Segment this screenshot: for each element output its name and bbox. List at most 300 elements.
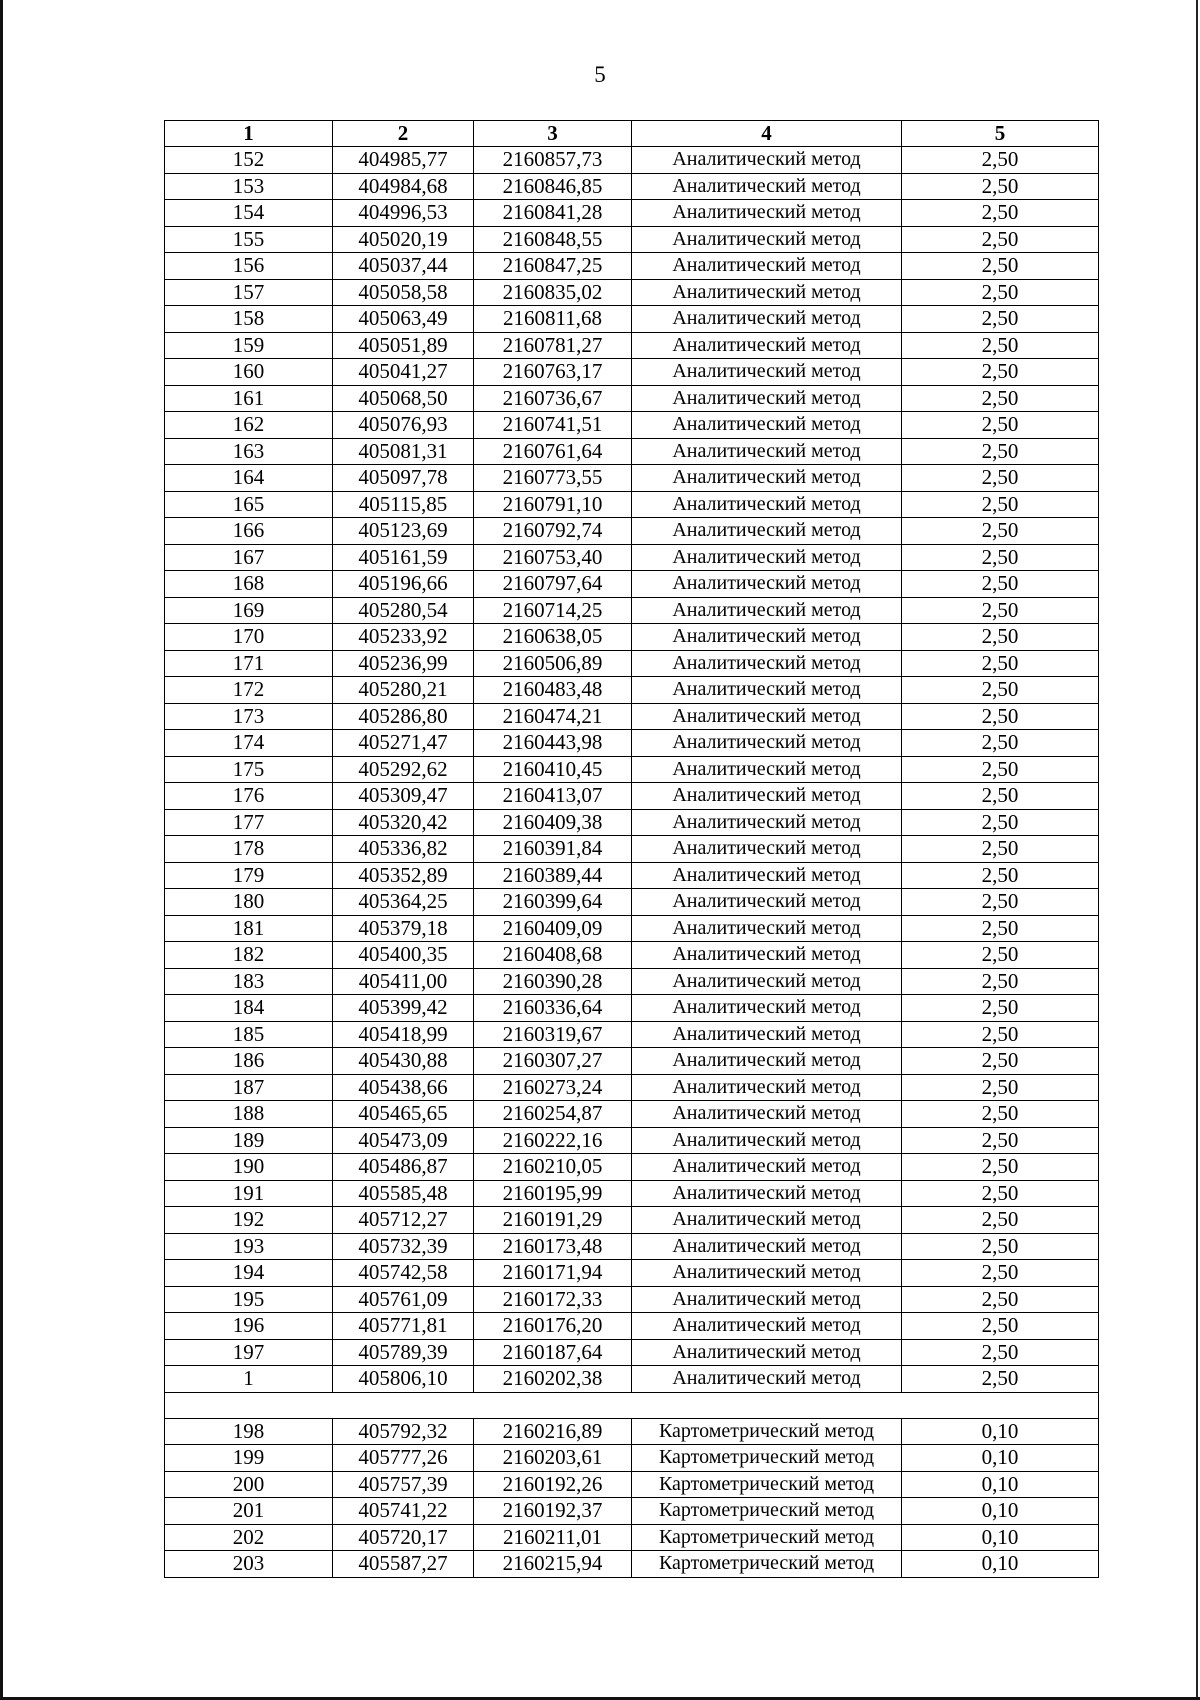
y-coordinate-cell: 2160506,89 bbox=[474, 650, 632, 677]
x-coordinate-cell: 405292,62 bbox=[333, 756, 474, 783]
point-number-cell: 158 bbox=[165, 306, 333, 333]
point-number-cell: 160 bbox=[165, 359, 333, 386]
x-coordinate-cell: 405058,58 bbox=[333, 279, 474, 306]
table-header bbox=[165, 121, 1099, 147]
method-cell: Картометрический метод bbox=[632, 1445, 902, 1472]
method-cell: Аналитический метод bbox=[632, 597, 902, 624]
y-coordinate-cell: 2160791,10 bbox=[474, 491, 632, 518]
accuracy-cell: 2,50 bbox=[902, 677, 1099, 704]
point-number-cell: 182 bbox=[165, 942, 333, 969]
x-coordinate-cell: 404984,68 bbox=[333, 173, 474, 200]
method-cell: Аналитический метод bbox=[632, 491, 902, 518]
point-number-cell: 186 bbox=[165, 1048, 333, 1075]
method-cell: Аналитический метод bbox=[632, 438, 902, 465]
x-coordinate-cell: 405486,87 bbox=[333, 1154, 474, 1181]
table-row bbox=[165, 1260, 1099, 1287]
table-row bbox=[165, 1524, 1099, 1551]
x-coordinate-cell: 405280,54 bbox=[333, 597, 474, 624]
x-coordinate-cell: 405336,82 bbox=[333, 836, 474, 863]
accuracy-cell: 2,50 bbox=[902, 1127, 1099, 1154]
x-coordinate-cell: 405771,81 bbox=[333, 1313, 474, 1340]
table-row bbox=[165, 1074, 1099, 1101]
table-row bbox=[165, 1286, 1099, 1313]
point-number-cell: 170 bbox=[165, 624, 333, 651]
accuracy-cell: 2,50 bbox=[902, 862, 1099, 889]
x-coordinate-cell: 405020,19 bbox=[333, 226, 474, 253]
table-row bbox=[165, 862, 1099, 889]
table-row bbox=[165, 253, 1099, 280]
y-coordinate-cell: 2160171,94 bbox=[474, 1260, 632, 1287]
y-coordinate-cell: 2160172,33 bbox=[474, 1286, 632, 1313]
point-number-cell: 185 bbox=[165, 1021, 333, 1048]
accuracy-cell: 2,50 bbox=[902, 200, 1099, 227]
y-coordinate-cell: 2160474,21 bbox=[474, 703, 632, 730]
table-row bbox=[165, 677, 1099, 704]
x-coordinate-cell: 405280,21 bbox=[333, 677, 474, 704]
y-coordinate-cell: 2160203,61 bbox=[474, 1445, 632, 1472]
accuracy-cell: 2,50 bbox=[902, 1021, 1099, 1048]
table-row bbox=[165, 1048, 1099, 1075]
accuracy-cell: 2,50 bbox=[902, 1101, 1099, 1128]
table-row bbox=[165, 571, 1099, 598]
y-coordinate-cell: 2160781,27 bbox=[474, 332, 632, 359]
y-coordinate-cell: 2160409,09 bbox=[474, 915, 632, 942]
table-row bbox=[165, 147, 1099, 174]
y-coordinate-cell: 2160307,27 bbox=[474, 1048, 632, 1075]
point-number-cell: 183 bbox=[165, 968, 333, 995]
point-number-cell: 161 bbox=[165, 385, 333, 412]
point-number-cell: 201 bbox=[165, 1498, 333, 1525]
table-row bbox=[165, 1313, 1099, 1340]
method-cell: Аналитический метод bbox=[632, 1313, 902, 1340]
y-coordinate-cell: 2160413,07 bbox=[474, 783, 632, 810]
y-coordinate-cell: 2160736,67 bbox=[474, 385, 632, 412]
table-row bbox=[165, 995, 1099, 1022]
y-coordinate-cell: 2160714,25 bbox=[474, 597, 632, 624]
x-coordinate-cell: 405076,93 bbox=[333, 412, 474, 439]
y-coordinate-cell: 2160792,74 bbox=[474, 518, 632, 545]
table-row bbox=[165, 1471, 1099, 1498]
accuracy-cell: 2,50 bbox=[902, 412, 1099, 439]
y-coordinate-cell: 2160187,64 bbox=[474, 1339, 632, 1366]
method-cell: Аналитический метод bbox=[632, 147, 902, 174]
method-cell: Аналитический метод bbox=[632, 1180, 902, 1207]
y-coordinate-cell: 2160319,67 bbox=[474, 1021, 632, 1048]
accuracy-cell: 2,50 bbox=[902, 1180, 1099, 1207]
method-cell: Аналитический метод bbox=[632, 1101, 902, 1128]
x-coordinate-cell: 405309,47 bbox=[333, 783, 474, 810]
point-number-cell: 159 bbox=[165, 332, 333, 359]
table-row bbox=[165, 942, 1099, 969]
method-cell: Аналитический метод bbox=[632, 783, 902, 810]
x-coordinate-cell: 405161,59 bbox=[333, 544, 474, 571]
accuracy-cell: 2,50 bbox=[902, 385, 1099, 412]
table-body bbox=[165, 147, 1099, 1578]
table-row bbox=[165, 968, 1099, 995]
method-cell: Аналитический метод bbox=[632, 253, 902, 280]
x-coordinate-cell: 405115,85 bbox=[333, 491, 474, 518]
method-cell: Аналитический метод bbox=[632, 862, 902, 889]
accuracy-cell: 2,50 bbox=[902, 544, 1099, 571]
x-coordinate-cell: 405233,92 bbox=[333, 624, 474, 651]
y-coordinate-cell: 2160753,40 bbox=[474, 544, 632, 571]
method-cell: Аналитический метод bbox=[632, 1048, 902, 1075]
point-number-cell: 154 bbox=[165, 200, 333, 227]
accuracy-cell: 0,10 bbox=[902, 1445, 1099, 1472]
header-cell-1: 1 bbox=[165, 121, 333, 147]
x-coordinate-cell: 405236,99 bbox=[333, 650, 474, 677]
y-coordinate-cell: 2160399,64 bbox=[474, 889, 632, 916]
x-coordinate-cell: 405473,09 bbox=[333, 1127, 474, 1154]
y-coordinate-cell: 2160797,64 bbox=[474, 571, 632, 598]
y-coordinate-cell: 2160391,84 bbox=[474, 836, 632, 863]
method-cell: Аналитический метод bbox=[632, 571, 902, 598]
x-coordinate-cell: 405063,49 bbox=[333, 306, 474, 333]
table-row bbox=[165, 915, 1099, 942]
point-number-cell: 169 bbox=[165, 597, 333, 624]
accuracy-cell: 2,50 bbox=[902, 1233, 1099, 1260]
y-coordinate-cell: 2160409,38 bbox=[474, 809, 632, 836]
method-cell: Аналитический метод bbox=[632, 1154, 902, 1181]
accuracy-cell: 2,50 bbox=[902, 1154, 1099, 1181]
method-cell: Аналитический метод bbox=[632, 1074, 902, 1101]
point-number-cell: 180 bbox=[165, 889, 333, 916]
method-cell: Аналитический метод bbox=[632, 1233, 902, 1260]
method-cell: Аналитический метод bbox=[632, 1207, 902, 1234]
accuracy-cell: 2,50 bbox=[902, 968, 1099, 995]
y-coordinate-cell: 2160811,68 bbox=[474, 306, 632, 333]
y-coordinate-cell: 2160773,55 bbox=[474, 465, 632, 492]
table-row bbox=[165, 1445, 1099, 1472]
y-coordinate-cell: 2160211,01 bbox=[474, 1524, 632, 1551]
method-cell: Аналитический метод bbox=[632, 1286, 902, 1313]
table-row bbox=[165, 650, 1099, 677]
table-row bbox=[165, 518, 1099, 545]
accuracy-cell: 2,50 bbox=[902, 438, 1099, 465]
table-row bbox=[165, 809, 1099, 836]
y-coordinate-cell: 2160202,38 bbox=[474, 1366, 632, 1393]
method-cell: Аналитический метод bbox=[632, 279, 902, 306]
accuracy-cell: 2,50 bbox=[902, 756, 1099, 783]
point-number-cell: 157 bbox=[165, 279, 333, 306]
table-row bbox=[165, 756, 1099, 783]
y-coordinate-cell: 2160408,68 bbox=[474, 942, 632, 969]
accuracy-cell: 2,50 bbox=[902, 650, 1099, 677]
x-coordinate-cell: 405712,27 bbox=[333, 1207, 474, 1234]
method-cell: Аналитический метод bbox=[632, 200, 902, 227]
x-coordinate-cell: 405320,42 bbox=[333, 809, 474, 836]
method-cell: Аналитический метод bbox=[632, 995, 902, 1022]
point-number-cell: 153 bbox=[165, 173, 333, 200]
point-number-cell: 163 bbox=[165, 438, 333, 465]
separator-row bbox=[165, 1392, 1099, 1418]
y-coordinate-cell: 2160763,17 bbox=[474, 359, 632, 386]
y-coordinate-cell: 2160215,94 bbox=[474, 1551, 632, 1578]
method-cell: Аналитический метод bbox=[632, 650, 902, 677]
point-number-cell: 166 bbox=[165, 518, 333, 545]
accuracy-cell: 2,50 bbox=[902, 1048, 1099, 1075]
table-row bbox=[165, 438, 1099, 465]
method-cell: Аналитический метод bbox=[632, 306, 902, 333]
x-coordinate-cell: 405097,78 bbox=[333, 465, 474, 492]
point-number-cell: 184 bbox=[165, 995, 333, 1022]
accuracy-cell: 2,50 bbox=[902, 1286, 1099, 1313]
point-number-cell: 203 bbox=[165, 1551, 333, 1578]
accuracy-cell: 2,50 bbox=[902, 783, 1099, 810]
y-coordinate-cell: 2160857,73 bbox=[474, 147, 632, 174]
x-coordinate-cell: 405789,39 bbox=[333, 1339, 474, 1366]
x-coordinate-cell: 405777,26 bbox=[333, 1445, 474, 1472]
point-number-cell: 197 bbox=[165, 1339, 333, 1366]
point-number-cell: 173 bbox=[165, 703, 333, 730]
header-row bbox=[165, 121, 1099, 147]
header-cell-3: 3 bbox=[474, 121, 632, 147]
y-coordinate-cell: 2160847,25 bbox=[474, 253, 632, 280]
point-number-cell: 181 bbox=[165, 915, 333, 942]
method-cell: Картометрический метод bbox=[632, 1418, 902, 1445]
accuracy-cell: 2,50 bbox=[902, 942, 1099, 969]
y-coordinate-cell: 2160443,98 bbox=[474, 730, 632, 757]
table-row bbox=[165, 783, 1099, 810]
method-cell: Аналитический метод bbox=[632, 332, 902, 359]
y-coordinate-cell: 2160846,85 bbox=[474, 173, 632, 200]
accuracy-cell: 2,50 bbox=[902, 491, 1099, 518]
coordinates-table bbox=[164, 120, 1099, 1578]
accuracy-cell: 2,50 bbox=[902, 597, 1099, 624]
table-row bbox=[165, 1233, 1099, 1260]
table-row bbox=[165, 332, 1099, 359]
point-number-cell: 189 bbox=[165, 1127, 333, 1154]
y-coordinate-cell: 2160210,05 bbox=[474, 1154, 632, 1181]
table-row bbox=[165, 703, 1099, 730]
accuracy-cell: 2,50 bbox=[902, 915, 1099, 942]
point-number-cell: 199 bbox=[165, 1445, 333, 1472]
table-row bbox=[165, 624, 1099, 651]
accuracy-cell: 2,50 bbox=[902, 1260, 1099, 1287]
accuracy-cell: 2,50 bbox=[902, 518, 1099, 545]
table-row bbox=[165, 1551, 1099, 1578]
table-row bbox=[165, 279, 1099, 306]
method-cell: Аналитический метод bbox=[632, 412, 902, 439]
accuracy-cell: 2,50 bbox=[902, 306, 1099, 333]
x-coordinate-cell: 405051,89 bbox=[333, 332, 474, 359]
page-number: 5 bbox=[594, 62, 606, 87]
x-coordinate-cell: 404996,53 bbox=[333, 200, 474, 227]
point-number-cell: 167 bbox=[165, 544, 333, 571]
y-coordinate-cell: 2160173,48 bbox=[474, 1233, 632, 1260]
x-coordinate-cell: 405271,47 bbox=[333, 730, 474, 757]
method-cell: Аналитический метод bbox=[632, 809, 902, 836]
y-coordinate-cell: 2160848,55 bbox=[474, 226, 632, 253]
table-row bbox=[165, 836, 1099, 863]
method-cell: Аналитический метод bbox=[632, 385, 902, 412]
method-cell: Аналитический метод bbox=[632, 942, 902, 969]
method-cell: Картометрический метод bbox=[632, 1471, 902, 1498]
table-row bbox=[165, 1154, 1099, 1181]
point-number-cell: 196 bbox=[165, 1313, 333, 1340]
y-coordinate-cell: 2160841,28 bbox=[474, 200, 632, 227]
accuracy-cell: 0,10 bbox=[902, 1418, 1099, 1445]
accuracy-cell: 0,10 bbox=[902, 1524, 1099, 1551]
table-row bbox=[165, 173, 1099, 200]
header-cell-4: 4 bbox=[632, 121, 902, 147]
table-row bbox=[165, 1498, 1099, 1525]
x-coordinate-cell: 405286,80 bbox=[333, 703, 474, 730]
x-coordinate-cell: 405761,09 bbox=[333, 1286, 474, 1313]
point-number-cell: 155 bbox=[165, 226, 333, 253]
point-number-cell: 177 bbox=[165, 809, 333, 836]
x-coordinate-cell: 405587,27 bbox=[333, 1551, 474, 1578]
accuracy-cell: 2,50 bbox=[902, 730, 1099, 757]
method-cell: Аналитический метод bbox=[632, 968, 902, 995]
accuracy-cell: 2,50 bbox=[902, 279, 1099, 306]
y-coordinate-cell: 2160761,64 bbox=[474, 438, 632, 465]
x-coordinate-cell: 405732,39 bbox=[333, 1233, 474, 1260]
x-coordinate-cell: 405196,66 bbox=[333, 571, 474, 598]
point-number-cell: 191 bbox=[165, 1180, 333, 1207]
table-row bbox=[165, 226, 1099, 253]
accuracy-cell: 2,50 bbox=[902, 703, 1099, 730]
point-number-cell: 174 bbox=[165, 730, 333, 757]
method-cell: Аналитический метод bbox=[632, 1339, 902, 1366]
accuracy-cell: 2,50 bbox=[902, 332, 1099, 359]
y-coordinate-cell: 2160191,29 bbox=[474, 1207, 632, 1234]
y-coordinate-cell: 2160389,44 bbox=[474, 862, 632, 889]
x-coordinate-cell: 405806,10 bbox=[333, 1366, 474, 1393]
x-coordinate-cell: 405792,32 bbox=[333, 1418, 474, 1445]
y-coordinate-cell: 2160390,28 bbox=[474, 968, 632, 995]
x-coordinate-cell: 405041,27 bbox=[333, 359, 474, 386]
method-cell: Аналитический метод bbox=[632, 915, 902, 942]
point-number-cell: 162 bbox=[165, 412, 333, 439]
method-cell: Аналитический метод bbox=[632, 889, 902, 916]
accuracy-cell: 2,50 bbox=[902, 995, 1099, 1022]
scan-edge-left bbox=[0, 0, 3, 1700]
y-coordinate-cell: 2160638,05 bbox=[474, 624, 632, 651]
accuracy-cell: 2,50 bbox=[902, 889, 1099, 916]
y-coordinate-cell: 2160192,37 bbox=[474, 1498, 632, 1525]
method-cell: Аналитический метод bbox=[632, 756, 902, 783]
accuracy-cell: 2,50 bbox=[902, 1313, 1099, 1340]
x-coordinate-cell: 405081,31 bbox=[333, 438, 474, 465]
accuracy-cell: 2,50 bbox=[902, 624, 1099, 651]
point-number-cell: 198 bbox=[165, 1418, 333, 1445]
table-row bbox=[165, 412, 1099, 439]
point-number-cell: 195 bbox=[165, 1286, 333, 1313]
x-coordinate-cell: 405438,66 bbox=[333, 1074, 474, 1101]
method-cell: Аналитический метод bbox=[632, 1127, 902, 1154]
y-coordinate-cell: 2160254,87 bbox=[474, 1101, 632, 1128]
accuracy-cell: 2,50 bbox=[902, 1366, 1099, 1393]
scan-edge-right bbox=[1196, 0, 1198, 1700]
x-coordinate-cell: 405352,89 bbox=[333, 862, 474, 889]
point-number-cell: 164 bbox=[165, 465, 333, 492]
method-cell: Аналитический метод bbox=[632, 359, 902, 386]
table-row bbox=[165, 306, 1099, 333]
table-row bbox=[165, 889, 1099, 916]
x-coordinate-cell: 405123,69 bbox=[333, 518, 474, 545]
y-coordinate-cell: 2160835,02 bbox=[474, 279, 632, 306]
x-coordinate-cell: 405379,18 bbox=[333, 915, 474, 942]
point-number-cell: 156 bbox=[165, 253, 333, 280]
table-row bbox=[165, 730, 1099, 757]
point-number-cell: 193 bbox=[165, 1233, 333, 1260]
table-row bbox=[165, 1180, 1099, 1207]
accuracy-cell: 0,10 bbox=[902, 1551, 1099, 1578]
accuracy-cell: 2,50 bbox=[902, 836, 1099, 863]
y-coordinate-cell: 2160176,20 bbox=[474, 1313, 632, 1340]
x-coordinate-cell: 405757,39 bbox=[333, 1471, 474, 1498]
table-row bbox=[165, 1418, 1099, 1445]
table-row bbox=[165, 1339, 1099, 1366]
x-coordinate-cell: 405418,99 bbox=[333, 1021, 474, 1048]
x-coordinate-cell: 405411,00 bbox=[333, 968, 474, 995]
y-coordinate-cell: 2160192,26 bbox=[474, 1471, 632, 1498]
y-coordinate-cell: 2160410,45 bbox=[474, 756, 632, 783]
y-coordinate-cell: 2160222,16 bbox=[474, 1127, 632, 1154]
y-coordinate-cell: 2160483,48 bbox=[474, 677, 632, 704]
method-cell: Картометрический метод bbox=[632, 1498, 902, 1525]
table-row bbox=[165, 1366, 1099, 1393]
point-number-cell: 202 bbox=[165, 1524, 333, 1551]
y-coordinate-cell: 2160336,64 bbox=[474, 995, 632, 1022]
table-row bbox=[165, 359, 1099, 386]
x-coordinate-cell: 405364,25 bbox=[333, 889, 474, 916]
accuracy-cell: 0,10 bbox=[902, 1471, 1099, 1498]
table-row bbox=[165, 1021, 1099, 1048]
point-number-cell: 188 bbox=[165, 1101, 333, 1128]
point-number-cell: 187 bbox=[165, 1074, 333, 1101]
method-cell: Аналитический метод bbox=[632, 677, 902, 704]
table-row bbox=[165, 1207, 1099, 1234]
accuracy-cell: 2,50 bbox=[902, 253, 1099, 280]
y-coordinate-cell: 2160195,99 bbox=[474, 1180, 632, 1207]
method-cell: Аналитический метод bbox=[632, 226, 902, 253]
accuracy-cell: 2,50 bbox=[902, 465, 1099, 492]
table-row bbox=[165, 465, 1099, 492]
separator-cell bbox=[165, 1392, 1099, 1418]
accuracy-cell: 2,50 bbox=[902, 1207, 1099, 1234]
point-number-cell: 175 bbox=[165, 756, 333, 783]
table-row bbox=[165, 1127, 1099, 1154]
table-row bbox=[165, 1101, 1099, 1128]
point-number-cell: 178 bbox=[165, 836, 333, 863]
method-cell: Аналитический метод bbox=[632, 1260, 902, 1287]
x-coordinate-cell: 405465,65 bbox=[333, 1101, 474, 1128]
point-number-cell: 176 bbox=[165, 783, 333, 810]
accuracy-cell: 2,50 bbox=[902, 571, 1099, 598]
method-cell: Аналитический метод bbox=[632, 703, 902, 730]
accuracy-cell: 2,50 bbox=[902, 1074, 1099, 1101]
x-coordinate-cell: 405720,17 bbox=[333, 1524, 474, 1551]
method-cell: Аналитический метод bbox=[632, 624, 902, 651]
accuracy-cell: 2,50 bbox=[902, 147, 1099, 174]
table-row bbox=[165, 597, 1099, 624]
point-number-cell: 168 bbox=[165, 571, 333, 598]
point-number-cell: 152 bbox=[165, 147, 333, 174]
method-cell: Аналитический метод bbox=[632, 1366, 902, 1393]
accuracy-cell: 0,10 bbox=[902, 1498, 1099, 1525]
y-coordinate-cell: 2160741,51 bbox=[474, 412, 632, 439]
method-cell: Аналитический метод bbox=[632, 1021, 902, 1048]
x-coordinate-cell: 405037,44 bbox=[333, 253, 474, 280]
x-coordinate-cell: 405741,22 bbox=[333, 1498, 474, 1525]
method-cell: Аналитический метод bbox=[632, 730, 902, 757]
accuracy-cell: 2,50 bbox=[902, 359, 1099, 386]
accuracy-cell: 2,50 bbox=[902, 1339, 1099, 1366]
y-coordinate-cell: 2160216,89 bbox=[474, 1418, 632, 1445]
x-coordinate-cell: 405400,35 bbox=[333, 942, 474, 969]
